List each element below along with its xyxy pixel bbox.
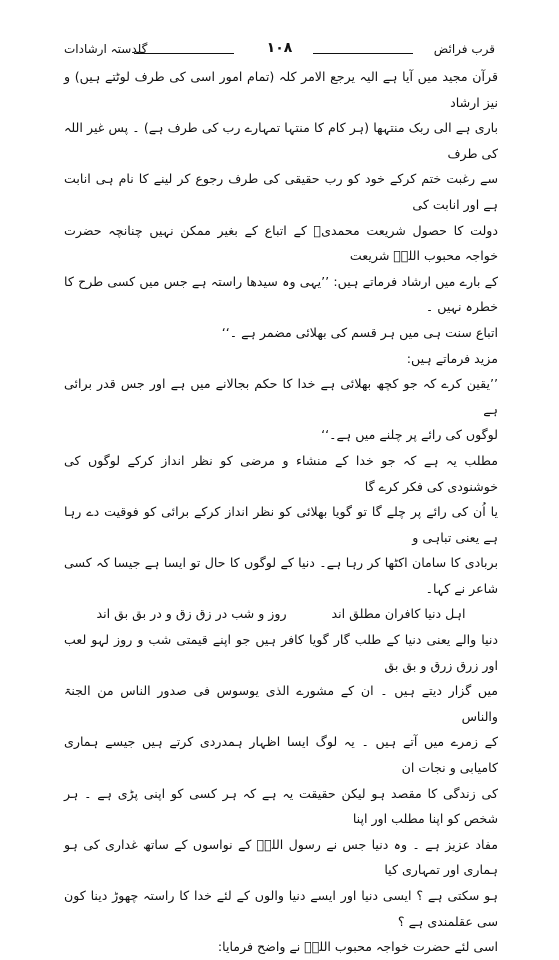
text-line: مفاد عزیز ہے ۔ وہ دنیا جس نے رسول اللہؐ کے نواسوں کے ساتھ غداری کی ہو ہماری اور تمہاری کیا xyxy=(64,836,498,878)
text-line: قرآن مجید میں آیا ہے الیہ یرجع الامر کلہ (تمام امور اسی کی طرف لوٹتے ہیں) و نیز ارشاد xyxy=(64,69,498,110)
header-rule-left xyxy=(134,53,234,54)
text-line: لوگوں کی رائے پر چلنے میں ہے۔‘‘ xyxy=(321,427,498,443)
text-line: دنیا والے یعنی دنیا کے طلب گار گویا کافر ہیں جو اپنے قیمتی شب و روز لہو لعب اور زرق زرق و بق بق xyxy=(64,632,498,673)
verse-hemistich-2: روز و شب در زق زق و در بق بق اند xyxy=(96,606,287,622)
text-line: سے رغبت ختم کرکے خود کو رب حقیقی کی طرف رجوع کر لینے کا نام ہی انابت ہے اور انابت کی xyxy=(64,171,498,212)
running-title-left: گلدستہ ارشادات xyxy=(64,42,148,56)
page-number: ۱۰۸ xyxy=(266,40,293,56)
text-line: باری ہے الی ربک منتہھا (ہر کام کا منتہا تمہارے رب کی طرف ہے) ۔ پس غیر اللہ کی طرف xyxy=(64,120,498,161)
text-line: کے زمرے میں آتے ہیں ۔ یہ لوگ ایسا اظہار ہمدردی کرتے ہیں جیسے ہماری کامیابی و نجات ان xyxy=(64,734,498,776)
page-header xyxy=(64,40,495,62)
running-title-right: قرب فرائض xyxy=(433,42,495,56)
text-line: کی زندگی کا مقصد ہو لیکن حقیقت یہ ہے کہ ہر کسی کو اپنی پڑی ہے ۔ ہر شخص کو اپنا مطلب اور اپنا xyxy=(64,785,498,827)
persian-verse xyxy=(64,601,498,627)
page-body xyxy=(64,64,498,960)
text-line: اتباع سنت ہی میں ہر قسم کی بھلائی مضمر ہے ۔‘‘ xyxy=(221,324,498,340)
header-rule-right xyxy=(313,53,413,54)
text-line: مزید فرماتے ہیں: xyxy=(406,350,498,366)
text-line: اسی لئے حضرت خواجہ محبوب اللہؒ نے واضح فرمایا: xyxy=(217,939,498,955)
text-line: دولت کا حصول شریعت محمدیؐ کے اتباع کے بغیر ممکن نہیں چنانچہ حضرت خواجہ محبوب اللہؒ شریعت xyxy=(64,222,498,264)
text-line: میں گزار دیتے ہیں ۔ ان کے مشورے الذی یوسوس فی صدور الناس من الجنۃ والناس xyxy=(64,683,498,724)
verse-hemistich-1: اہل دنیا کافران مطلق اند xyxy=(331,606,466,622)
text-line: ہو سکتی ہے ؟ ایسی دنیا اور ایسے دنیا والوں کے لئے خدا کا راستہ چھوڑ دینا کون سی عقلمندی ہے ؟ xyxy=(64,888,498,929)
text-line: ’’یقین کرے کہ جو کچھ بھلائی ہے خدا کا حکم بجالانے میں ہے اور جس قدر برائی ہے xyxy=(64,376,498,417)
text-line: یا اُن کی رائے پر چلے گا تو گویا بھلائی کو نظر انداز کرکے برائی کو فوقیت دے رہا ہے یعنی تباہی و xyxy=(64,504,498,545)
text-line: کے بارے میں ارشاد فرماتے ہیں: ’’یہی وہ سیدھا راستہ ہے جس میں کسی طرح کا خطرہ نہیں ۔ xyxy=(64,273,498,315)
text-line: بربادی کا سامان اکٹھا کر رہا ہے۔ دنیا کے لوگوں کا حال تو ایسا ہے جیسا کہ کسی شاعر نے کہا۔ xyxy=(64,555,498,596)
text-line: مطلب یہ ہے کہ جو خدا کے منشاء و مرضی کو نظر انداز کرکے لوگوں کی خوشنودی کی فکر کرے گا xyxy=(64,452,498,494)
